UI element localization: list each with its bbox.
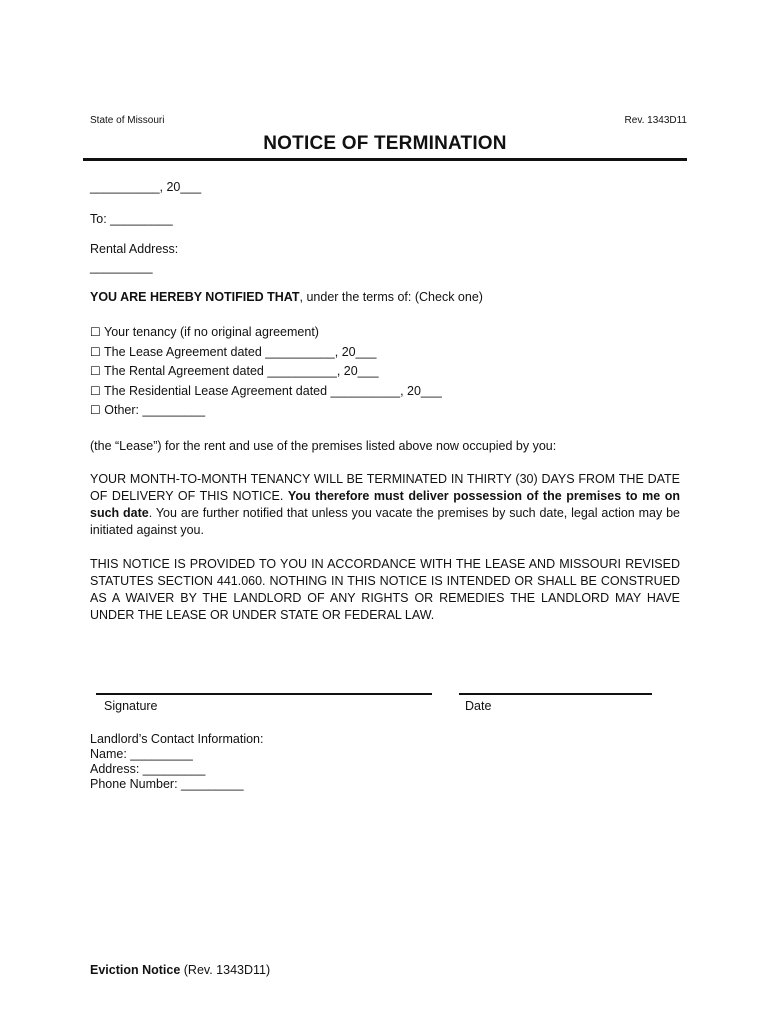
- date-label: Date: [465, 699, 492, 713]
- checkbox-icon[interactable]: ☐: [90, 325, 101, 339]
- header-revision: Rev. 1343D11: [624, 115, 687, 126]
- footer-rest: (Rev. 1343D11): [180, 963, 271, 977]
- to-line: To: _________: [90, 212, 173, 226]
- checkbox-icon[interactable]: ☐: [90, 344, 101, 359]
- option-item[interactable]: [90, 343, 442, 363]
- title-rule: [83, 158, 687, 161]
- notified-line: [90, 288, 483, 306]
- rental-address-label: Rental Address:: [90, 242, 179, 256]
- date-signature-line: [459, 693, 652, 695]
- rental-address-value: _________: [90, 260, 153, 274]
- termination-paragraph: [90, 471, 680, 539]
- option-label: The Rental Agreement dated __________, 20___: [104, 364, 379, 378]
- signature-label: Signature: [104, 699, 158, 713]
- checkbox-icon[interactable]: ☐: [90, 383, 101, 398]
- header-state: State of Missouri: [90, 115, 165, 126]
- notified-rest: , under the terms of: (Check one): [299, 290, 483, 304]
- landlord-contact: [90, 732, 263, 792]
- option-item[interactable]: [90, 323, 442, 343]
- footer-bold: Eviction Notice: [90, 963, 181, 977]
- option-list: [90, 323, 442, 421]
- footer: [90, 963, 270, 977]
- contact-phone: Phone Number: _________: [90, 777, 244, 791]
- option-item[interactable]: [90, 362, 442, 382]
- termination-text-2: . You are further notified that unless you vacate the premises by such date, legal action may be initiated against you.: [90, 506, 680, 537]
- option-item[interactable]: [90, 401, 442, 421]
- notified-bold: YOU ARE HEREBY NOTIFIED THAT: [90, 290, 300, 304]
- termination-text-bold: You therefore must deliver possession of the premises to me on such date: [90, 489, 680, 520]
- contact-name: Name: _________: [90, 747, 193, 761]
- option-item[interactable]: [90, 382, 442, 402]
- option-label: Your tenancy (if no original agreement): [104, 325, 319, 339]
- date-line: __________, 20___: [90, 180, 202, 194]
- document-title: NOTICE OF TERMINATION: [263, 133, 507, 154]
- contact-address: Address: _________: [90, 762, 206, 776]
- checkbox-icon[interactable]: ☐: [90, 403, 101, 417]
- option-label: The Residential Lease Agreement dated __________, 20___: [104, 383, 442, 398]
- option-label: The Lease Agreement dated __________, 20___: [104, 344, 377, 359]
- checkbox-icon[interactable]: ☐: [90, 364, 101, 378]
- statute-paragraph: THIS NOTICE IS PROVIDED TO YOU IN ACCORDANCE WITH THE LEASE AND MISSOURI REVISED STATUTES SECTION 441.060. NOTHING IN THIS NOTICE IS INTENDED OR SHALL BE CONSTRUED AS A WAIVER BY THE LANDLORD OF ANY RIGHTS OR REMEDIES THE LANDLORD MAY HAVE UNDER THE LEASE OR UNDER STATE OR FEDERAL LAW.: [90, 557, 680, 622]
- lease-line: (the “Lease”) for the rent and use of the premises listed above now occupied by you:: [90, 439, 557, 453]
- termination-text-1: YOUR MONTH-TO-MONTH TENANCY WILL BE TERMINATED IN THIRTY (30) DAYS FROM THE DATE OF DELIVERY OF THIS NOTICE.: [90, 472, 680, 503]
- contact-heading: Landlord’s Contact Information:: [90, 732, 264, 746]
- option-label: Other: _________: [104, 403, 206, 417]
- signature-line: [96, 693, 432, 695]
